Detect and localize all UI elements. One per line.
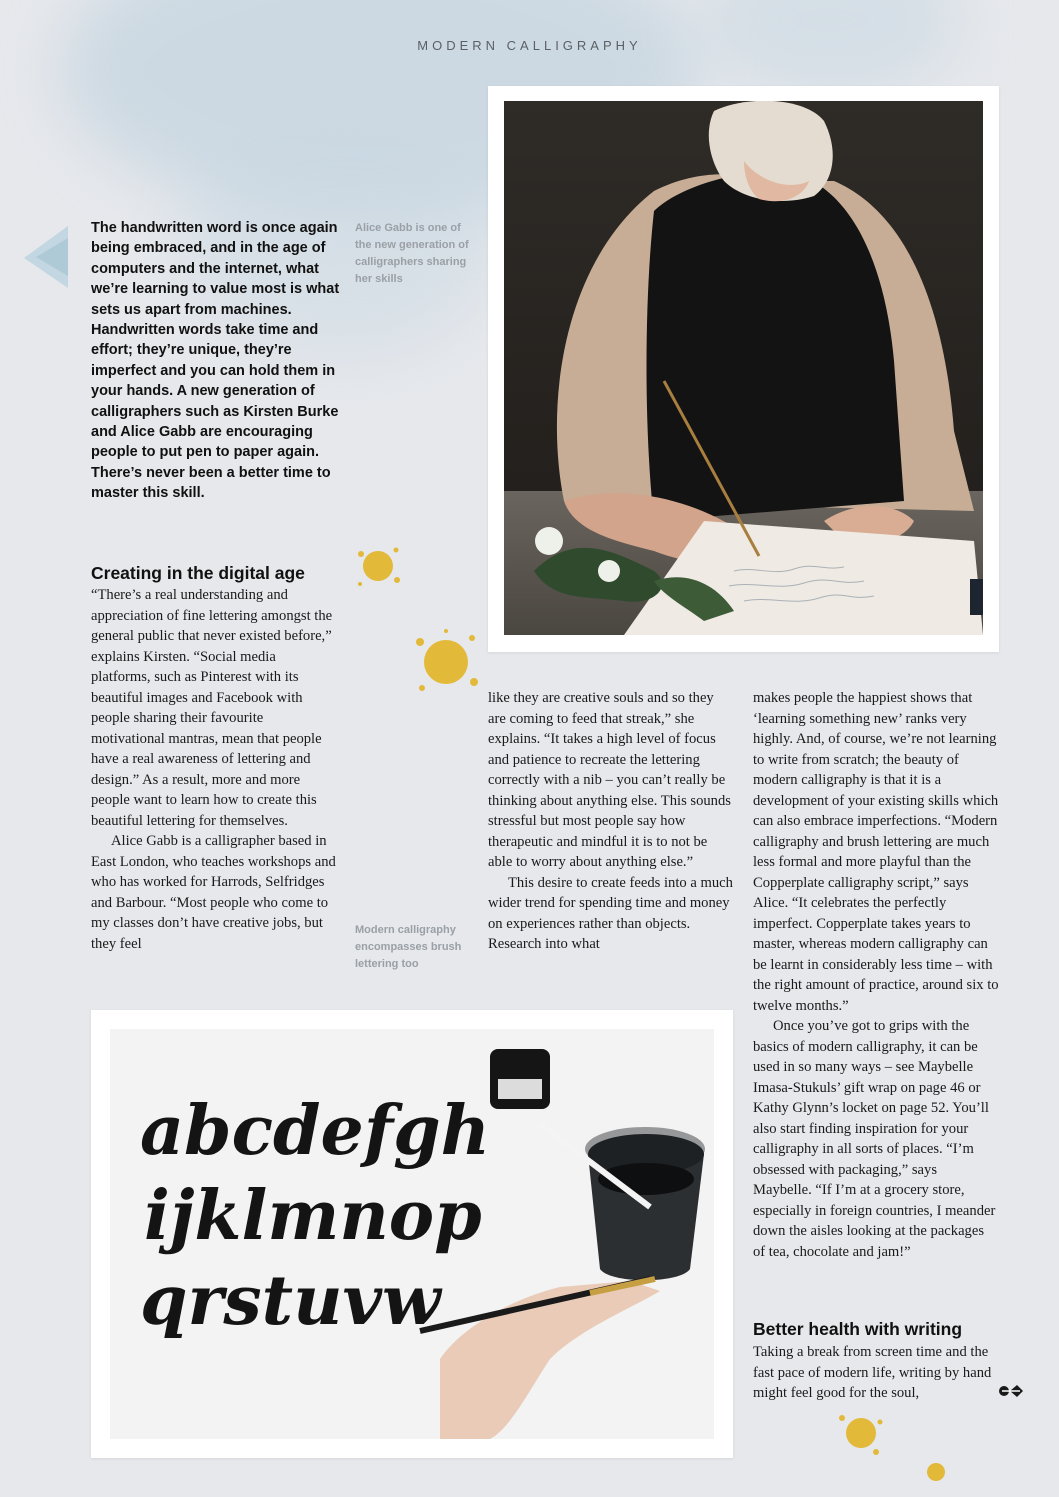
calligrapher-photo (488, 86, 999, 652)
lettering-line: ijklmnop (144, 1176, 482, 1256)
paragraph: “There’s a real understanding and appreciation of fine lettering amongst the general public that never existed before,” explains Kirsten. “Social media platforms, such as Pinterest with its beautiful images and Facebook with people sharing their favourite motivational mantras, mean that people have a real awareness of lettering and design.” As a result, more and more people want to learn how to create this beautiful lettering for themselves. (91, 587, 333, 829)
woman-writing-illustration (504, 101, 983, 635)
section-header: MODERN CALLIGRAPHY (417, 38, 642, 53)
intro-standfirst: The handwritten word is once again being embraced, and in the age of computers and the internet, what we’re learning to value most is what sets us apart from machines. Handwritten words take time and effort; they’re unique, they’re imperfect and you can hold them in your hands. A new generation of calligraphers such as Kirsten Burke and Alice Gabb are encouraging people to put pen to paper again. There’s never been a better time to master this skill. (91, 220, 340, 502)
paragraph: Alice Gabb is a calligrapher based in East London, who teaches workshops and who has worked for Harrods, Selfridges and Barbour. “Most people who come to my classes don’t have creative jobs, but they feel (91, 833, 336, 952)
ink-splat-decoration (410, 626, 482, 698)
paragraph: Taking a break from screen time and the fast pace of modern life, writing by hand might feel good for the soul, (753, 1344, 992, 1401)
text-column (753, 1342, 999, 1404)
lettering-line: qrstuvw (140, 1261, 441, 1341)
text-column (91, 585, 337, 954)
triangle-decoration-icon (22, 224, 74, 290)
paragraph: Once you’ve got to grips with the basics of modern calligraphy, it can be used in so many ways – see Maybelle Imasa-Stukuls’ gift wrap on page 46 or Kathy Glynn’s locket on page 52. You’ll also start finding inspiration for your calligraphy in all sorts of places. “I’m obsessed with packaging,” says Maybelle. “If I’m at a grocery store, especially in foreign countries, I meander down the aisles looking at the packages of tea, chocolate and jam!” (753, 1018, 996, 1260)
photo-caption: Modern calligraphy encompasses brush lettering too (355, 924, 462, 970)
ink-splat-decoration (352, 540, 404, 592)
ink-splat-decoration (924, 1460, 948, 1484)
paragraph: makes people the happiest shows that ‘learning something new’ ranks very highly. And, of course, we’re not learning to write from scratch; the beauty of modern calligraphy is that it is a development of your existing skills which can also embrace imperfections. “Modern calligraphy and brush lettering are much less formal and more playful than the Copperplate calligraphy script,” says Alice. “It celebrates the perfectly imperfect. Copperplate takes years to master, whereas modern calligraphy can be learnt in considerably less time – with the right amount of practice, around six to twelve months.” (753, 690, 999, 1014)
brush-lettering-illustration (110, 1029, 714, 1439)
section-heading: Better health with writing (753, 1319, 963, 1339)
lettering-line: abcdefgh (140, 1091, 491, 1171)
paragraph: This desire to create feeds into a much wider trend for spending time and money on experiences rather than objects. Research into what (488, 874, 733, 952)
section-heading: Creating in the digital age (91, 563, 305, 583)
ink-splat-decoration (836, 1408, 886, 1458)
paragraph: like they are creative souls and so they are coming to feed that streak,” she explains. “It takes a high level of focus and patience to recreate the lettering correctly with a nib – you can’t really be thinking about anything else. This sounds stressful but most people say how therapeutic and mindful it is to not be able to worry about anything else.” (488, 690, 731, 870)
brush-lettering-photo (91, 1010, 733, 1458)
continue-arrow-icon (998, 1384, 1024, 1398)
photo-caption: Alice Gabb is one of the new generation of calligraphers sharing her skills (355, 222, 469, 285)
text-column (488, 688, 734, 955)
text-column (753, 688, 999, 1262)
